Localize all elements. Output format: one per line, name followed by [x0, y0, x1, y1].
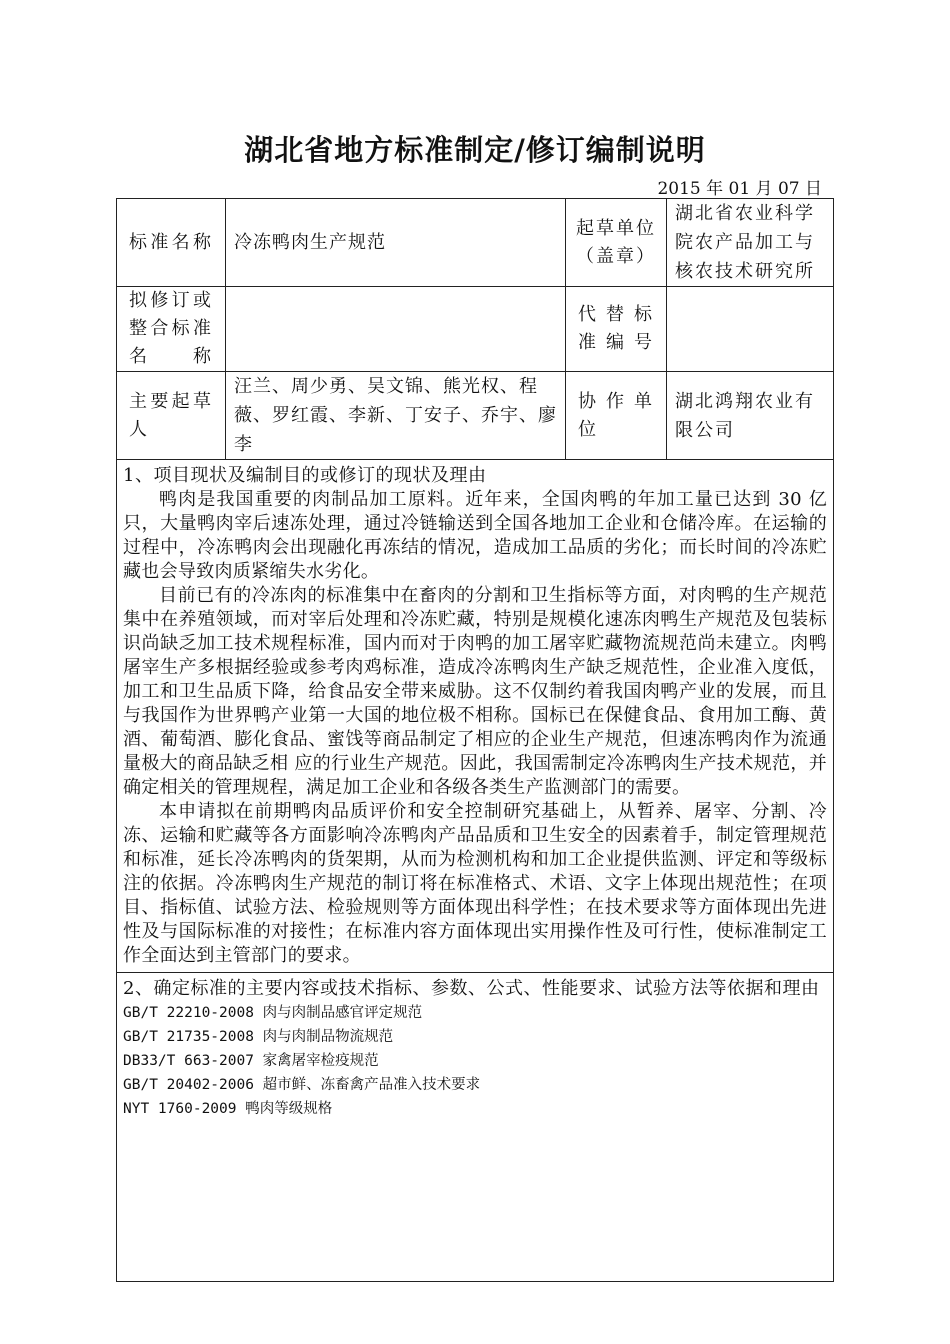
drafters-label: 主要起草人 — [117, 372, 226, 460]
row-revise — [117, 287, 834, 372]
reference-item: NYT 1760-2009 鸭肉等级规格 — [123, 1101, 333, 1117]
section1-paragraph: 鸭肉是我国重要的肉制品加工原料。近年来，全国肉鸭的年加工量已达到 30 亿只，大量鸭肉宰后速冻处理，通过冷链输送到全国各地加工企业和仓储冷库。在运输的过程中，冷冻鸭肉会出现融化再冻结的情况，造成加工品质的劣化；而长时间的冷冻贮藏也会导致肉质紧缩失水劣化。 — [123, 489, 827, 582]
standard-name-label: 标准名称 — [117, 199, 226, 287]
replace-label: 代替标准编号 — [566, 287, 667, 372]
row-drafters — [117, 372, 834, 460]
drafting-unit-value: 湖北省农业科学院农产品加工与核农技术研究所 — [667, 199, 834, 287]
row-section2 — [117, 973, 834, 1282]
drafting-unit-label: 起草单位（盖章） — [566, 199, 667, 287]
drafters-value: 汪兰、周少勇、吴文锦、熊光权、程薇、罗红霞、李新、丁安子、乔宇、廖李 — [226, 372, 566, 460]
revise-label: 拟修订或整合标准名称 — [117, 287, 226, 372]
row-section1 — [117, 460, 834, 973]
cooperate-label: 协作单位 — [566, 372, 667, 460]
section1-heading: 1、项目现状及编制目的或修订的现状及理由 — [123, 465, 487, 486]
date-line: 2015 年 01 月 07 日 — [657, 179, 822, 199]
section1-paragraph: 本申请拟在前期鸭肉品质评价和安全控制研究基础上，从暂养、屠宰、分割、冷冻、运输和贮藏等各方面影响冷冻鸭肉产品品质和卫生安全的因素着手，制定管理规范和标准，延长冷冻鸭肉的货架期，从而为检测机构和加工企业提供监测、评定和等级标注的依据。冷冻鸭肉生产规范的制订将在标准格式、术语、文字上体现出规范性；在项目、指标值、试验方法、检验规则等方面体现出科学性；在技术要求等方面体现出先进性及与国际标准的对接性；在标准内容方面体现出实用操作性及可行性，使标准制定工作全面达到主管部门的要求。 — [123, 801, 827, 966]
reference-item: GB/T 21735-2008 肉与肉制品物流规范 — [123, 1029, 394, 1045]
revise-value — [226, 287, 566, 372]
replace-value — [667, 287, 834, 372]
section2-heading: 2、确定标准的主要内容或技术指标、参数、公式、性能要求、试验方法等依据和理由 — [123, 978, 820, 999]
page-title: 湖北省地方标准制定/修订编制说明 — [244, 133, 706, 167]
reference-item: GB/T 22210-2008 肉与肉制品感官评定规范 — [123, 1005, 423, 1021]
form-table — [116, 198, 834, 1282]
section2-cell — [117, 973, 834, 1282]
reference-item: GB/T 20402-2006 超市鲜、冻畜禽产品准入技术要求 — [123, 1077, 481, 1093]
section1-cell — [117, 460, 834, 973]
reference-item: DB33/T 663-2007 家禽屠宰检疫规范 — [123, 1053, 379, 1069]
standard-name-value: 冷冻鸭肉生产规范 — [226, 199, 566, 287]
section1-paragraph: 目前已有的冷冻肉的标准集中在畜肉的分割和卫生指标等方面，对肉鸭的生产规范集中在养殖领域，而对宰后处理和冷冻贮藏，特别是规模化速冻肉鸭生产规范及包装标识尚缺乏加工技术规程标准，国内而对于肉鸭的加工屠宰贮藏物流规范尚未建立。肉鸭屠宰生产多根据经验或参考肉鸡标准，造成冷冻鸭肉生产缺乏规范性，企业准入度低，加工和卫生品质下降，给食品安全带来威胁。这不仅制约着我国肉鸭产业的发展，而且与我国作为世界鸭产业第一大国的地位极不相称。国标已在保健食品、食用加工酶、黄酒、葡萄酒、膨化食品、蜜饯等商品制定了相应的企业生产规范，但速冻鸭肉作为流通量极大的商品缺乏相 应的行业生产规范。因此，我国需制定冷冻鸭肉生产技术规范，并确定相关的管理规程，满足加工企业和各级各类生产监测部门的需要。 — [123, 585, 827, 798]
cooperate-value: 湖北鸿翔农业有限公司 — [667, 372, 834, 460]
row-standard-name — [117, 199, 834, 287]
